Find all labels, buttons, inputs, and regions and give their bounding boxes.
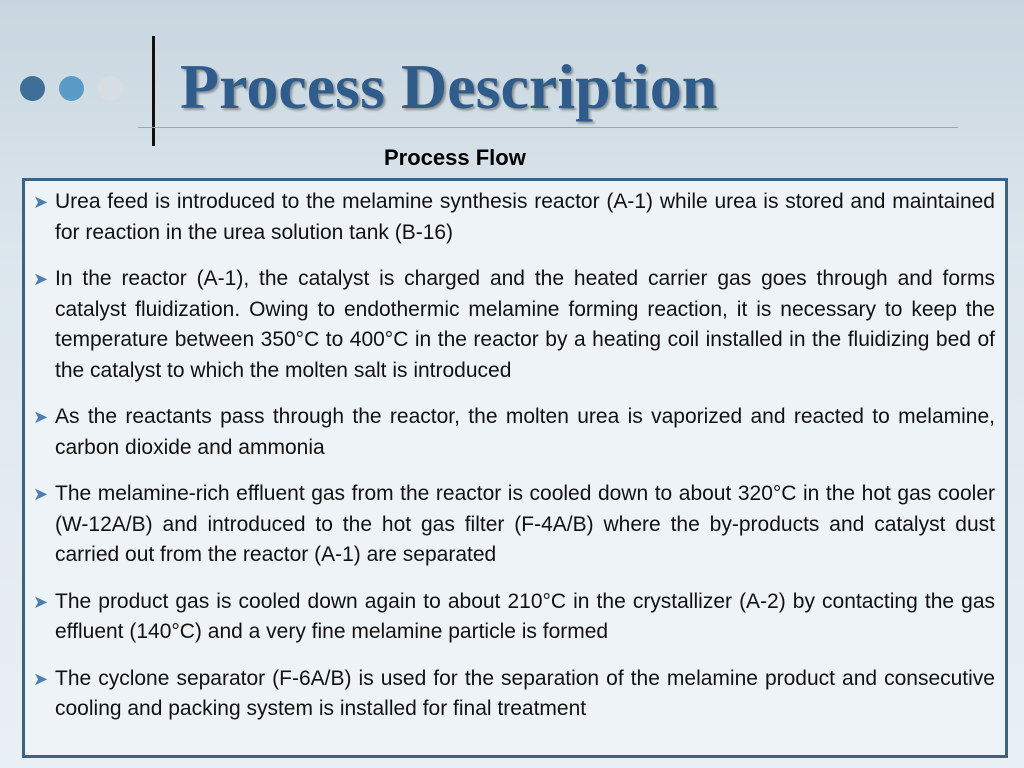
slide-subtitle: Process Flow (384, 145, 526, 170)
title-horizontal-rule (138, 127, 958, 128)
bullet-item (33, 664, 995, 725)
bullet-text: As the reactants pass through the reactor, the molten urea is vaporized and reacted to melamine, carbon dioxide and ammonia (55, 405, 995, 459)
bullet-text: In the reactor (A-1), the catalyst is charged and the heated carrier gas goes through and forms catalyst fluidization. Owing to endothermic melamine forming reaction, it is necessary to keep the temperature between 350°C to 400°C in the reactor by a heating coil installed in the fluidizing bed of the catalyst to which the molten salt is introduced (55, 267, 995, 382)
decorative-dots (20, 76, 123, 101)
content-box (22, 178, 1008, 758)
decorative-dot-medium (59, 76, 84, 101)
arrow-right-bullet-icon: ➤ (33, 192, 49, 212)
arrow-right-bullet-icon: ➤ (33, 668, 49, 689)
slide-title: Process Description (180, 51, 718, 122)
title-vertical-divider (152, 36, 155, 146)
bullet-item (33, 402, 995, 463)
bullet-item (33, 479, 995, 571)
bullet-item (33, 264, 995, 386)
decorative-dot-light (98, 76, 123, 101)
bullet-text: Urea feed is introduced to the melamine synthesis reactor (A-1) while urea is stored and maintained for reaction in the urea solution tank (B-16) (55, 190, 995, 244)
decorative-dot-dark (20, 76, 45, 101)
bullet-item (33, 187, 995, 248)
arrow-right-bullet-icon: ➤ (33, 484, 49, 504)
arrow-right-bullet-icon: ➤ (33, 269, 49, 289)
bullet-text: The product gas is cooled down again to about 210°C in the crystallizer (A-2) by contacting the gas effluent (140°C) and a very fine melamine particle is formed (55, 589, 995, 643)
arrow-right-bullet-icon: ➤ (33, 407, 49, 427)
bullet-item (33, 587, 995, 648)
bullet-text: The melamine-rich effluent gas from the reactor is cooled down to about 320°C in the hot gas cooler (W-12A/B) and introduced to the hot gas filter (F-4A/B) where the by-products and catalyst dust carried out from the reactor (A-1) are separated (55, 482, 995, 566)
arrow-right-bullet-icon: ➤ (33, 591, 49, 612)
bullet-list (33, 187, 995, 725)
bullet-text: The cyclone separator (F-6A/B) is used for the separation of the melamine product and consecutive cooling and packing system is installed for final treatment (55, 666, 995, 720)
